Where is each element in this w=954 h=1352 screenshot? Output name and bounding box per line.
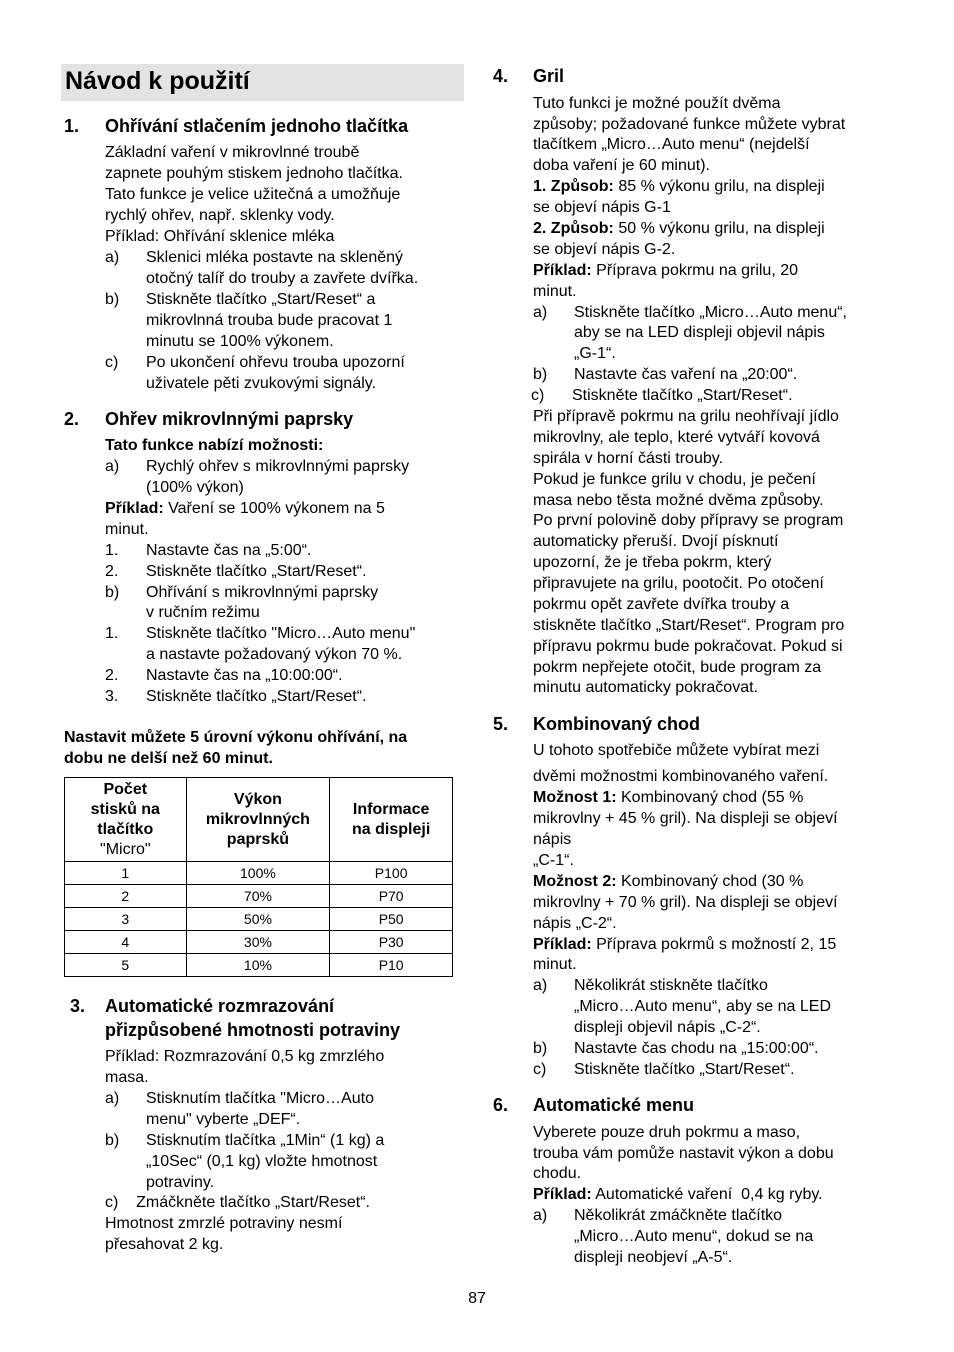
option-line (533, 872, 803, 892)
example-label: Příklad: (533, 936, 592, 953)
header-line: "Micro" (100, 840, 151, 858)
table-cell: 50% (186, 908, 330, 931)
list-item-line: Stiskněte tlačítko „Start/Reset“ a (146, 291, 376, 308)
paragraph-line: Tato funkce je velice užitečná a umožňuje (105, 186, 401, 203)
example-line (533, 1185, 823, 1205)
paragraph-line: mikrovlny + 45 % gril). Na displeji se objeví (533, 810, 838, 827)
paragraph-line: Příklad: Ohřívání sklenice mléka (105, 228, 335, 245)
list-item-line: displeji objevil nápis „C-2“. (574, 1019, 761, 1036)
section-3-number: 3. (70, 996, 86, 1016)
header-line: Informace (352, 800, 430, 818)
list-item-line: Nastavte čas vaření na „20:00“. (574, 366, 798, 383)
paragraph-line: tlačítkem „Micro…Auto menu“ (nejdelší (533, 136, 810, 153)
paragraph-line: minut. (533, 283, 577, 300)
paragraph-line: minut. (533, 956, 577, 973)
example-text: Příprava pokrmů s možností 2, 15 (591, 936, 837, 953)
list-item-line: minutu se 100% výkonem. (146, 333, 334, 350)
paragraph-line: Při přípravě pokrmu na grilu neohřívají jídlo (533, 408, 839, 425)
list-item-line: Stiskněte tlačítko „Start/Reset“. (146, 563, 367, 580)
header-line: stisků na (90, 800, 160, 818)
paragraph-line: rychlý ohřev, např. sklenky vody. (105, 207, 335, 224)
paragraph-line: spirála v horní části trouby. (533, 450, 724, 467)
list-marker: a) (105, 458, 120, 475)
option-label: 1. Způsob: (533, 178, 614, 195)
list-item-line: Stiskněte tlačítko „Start/Reset“. (146, 688, 367, 705)
paragraph-line: Po první polovině doby přípravy se program (533, 512, 844, 529)
list-item-line: Několikrát stiskněte tlačítko (574, 977, 768, 994)
paragraph-line: připravujete na grilu, pootočit. Po otočení (533, 575, 824, 592)
table-header-row (65, 778, 453, 862)
header-line: mikrovlnných (205, 810, 310, 828)
example-line (533, 935, 836, 955)
list-item-line: Stiskněte tlačítko „Start/Reset“. (572, 387, 793, 404)
example-text: Vaření se 100% výkonem na 5 (163, 500, 385, 517)
list-item-line: displeji neobjeví „A-5“. (574, 1249, 733, 1266)
list-item-line: a nastavte požadovaný výkon 70 %. (146, 646, 403, 663)
paragraph-line: pokrm nepřejete otočit, bude program za (533, 659, 822, 676)
paragraph-line: chodu. (533, 1165, 582, 1182)
list-item-line: „G-1“. (574, 345, 616, 362)
list-marker: b) (105, 291, 120, 308)
list-marker: a) (105, 249, 120, 266)
paragraph-line: přípravu pokrmu bude pokračovat. Pokud si (533, 638, 843, 655)
paragraph-line: mikrovlny + 70 % gril). Na displeji se objeví (533, 894, 838, 911)
table-row (65, 931, 453, 954)
paragraph-line: upozorní, že je třeba pokrm, který (533, 554, 772, 571)
header-line: Výkon (233, 790, 282, 808)
list-marker: c) (105, 354, 119, 371)
list-marker: b) (533, 366, 548, 383)
table-cell: P10 (330, 954, 453, 977)
paragraph-line: trouba vám pomůže nastavit výkon a dobu (533, 1145, 834, 1162)
table-cell: P30 (330, 931, 453, 954)
section-4-heading: Gril (533, 66, 565, 86)
option-text: 50 % výkonu grilu, na displeji (613, 220, 825, 237)
paragraph-line: minut. (105, 521, 149, 538)
table-cell: 100% (186, 862, 330, 885)
note-line: Nastavit můžete 5 úrovní výkonu ohřívání, na (64, 729, 408, 746)
paragraph-line: pokrmu opět zavřete dvířka trouby a (533, 596, 790, 613)
paragraph-line: masa nebo těsta možné dvěma způsoby. (533, 492, 824, 509)
paragraph-line: mikrovlny, ale teplo, které vytváří kovová (533, 429, 820, 446)
page-number: 87 (468, 1290, 486, 1307)
paragraph-line: zapnete pouhým stiskem jednoho tlačítka. (105, 165, 403, 182)
paragraph-line: „C-1“. (533, 852, 574, 869)
list-marker: c) (531, 387, 545, 404)
list-item-line: Stiskněte tlačítko „Start/Reset“. (574, 1061, 795, 1078)
example-label: Příklad: (533, 1186, 592, 1203)
section-1-heading: Ohřívání stlačením jednoho tlačítka (105, 116, 409, 136)
option-line (533, 788, 803, 808)
section-3-heading: přizpůsobené hmotnosti potraviny (105, 1020, 401, 1040)
list-marker: 2. (105, 667, 119, 684)
table-cell: 4 (65, 931, 187, 954)
list-marker: 2. (105, 563, 119, 580)
list-marker: 3. (105, 688, 119, 705)
list-item-line: Ohřívání s mikrovlnnými paprsky (146, 584, 379, 601)
option-text: 85 % výkonu grilu, na displeji (613, 178, 825, 195)
table-row (65, 885, 453, 908)
paragraph-line: nápis „C-2“. (533, 915, 617, 932)
list-marker: c) (533, 1061, 547, 1078)
list-item-line: (100% výkon) (146, 479, 244, 496)
list-item-line: Rychlý ohřev s mikrovlnnými paprsky (146, 458, 410, 475)
table-cell: 30% (186, 931, 330, 954)
list-marker: b) (105, 1132, 120, 1149)
section-4-number: 4. (493, 66, 509, 86)
option-text: Kombinovaný chod (55 % (616, 789, 804, 806)
table-header-display (330, 778, 453, 862)
example-label: Příklad: (533, 262, 592, 279)
paragraph-line: doba vaření je 60 minut). (533, 157, 710, 174)
list-item-line: „Micro…Auto menu“, aby se na LED (574, 998, 831, 1015)
list-item-line: Sklenici mléka postavte na skleněný (146, 249, 404, 266)
table-cell: 1 (65, 862, 187, 885)
list-marker: b) (533, 1040, 548, 1057)
header-line: Počet (103, 780, 148, 798)
paragraph-line: Základní vaření v mikrovlnné troubě (105, 144, 360, 161)
paragraph-line: způsoby; požadované funkce můžete vybrat (533, 116, 846, 133)
list-item-line: Stisknutím tlačítka „1Min“ (1 kg) a (146, 1132, 385, 1149)
option-label: Možnost 2: (533, 873, 617, 890)
list-item-line: otočný talíř do trouby a zavřete dvířka. (146, 270, 419, 287)
table-cell: P100 (330, 862, 453, 885)
section-6-heading: Automatické menu (533, 1095, 695, 1115)
page-title: Návod k použití (65, 67, 250, 95)
list-item-line: Stiskněte tlačítko „Micro…Auto menu“, (574, 304, 847, 321)
note-line: dobu ne delší než 60 minut. (64, 750, 273, 767)
paragraph-line: Pokud je funkce grilu v chodu, je pečení (533, 471, 816, 488)
list-marker: a) (105, 1090, 120, 1107)
example-label: Příklad: (105, 500, 164, 517)
paragraph-line: Příklad: Rozmrazování 0,5 kg zmrzlého (105, 1048, 385, 1065)
section-3-heading: Automatické rozmrazování (105, 996, 335, 1016)
table-cell: 2 (65, 885, 187, 908)
list-item-line: Stisknutím tlačítka "Micro…Auto (146, 1090, 374, 1107)
list-item-line: „10Sec“ (0,1 kg) vložte hmotnost (146, 1153, 378, 1170)
paragraph-line: se objeví nápis G-2. (533, 241, 676, 258)
power-level-table (64, 777, 453, 977)
section-2-number: 2. (64, 409, 80, 429)
list-item-line: Po ukončení ohřevu trouba upozorní (146, 354, 405, 371)
list-item-line: potraviny. (146, 1174, 215, 1191)
list-marker: a) (533, 1207, 548, 1224)
table-cell: 3 (65, 908, 187, 931)
table-header-presses (65, 778, 187, 862)
section-5-heading: Kombinovaný chod (533, 714, 701, 734)
list-marker: a) (533, 304, 548, 321)
option-label: Možnost 1: (533, 789, 617, 806)
section-1-number: 1. (64, 116, 80, 136)
table-cell: 70% (186, 885, 330, 908)
table-cell: 5 (65, 954, 187, 977)
list-marker: b) (105, 584, 120, 601)
paragraph-line: U tohoto spotřebiče můžete vybírat mezi (533, 742, 820, 759)
list-item-line: uživatele pěti zvukovými signály. (146, 375, 377, 392)
paragraph-line: Hmotnost zmrzlé potraviny nesmí (105, 1215, 343, 1232)
paragraph-line: přesahovat 2 kg. (105, 1236, 224, 1253)
paragraph-line: se objeví nápis G-1 (533, 199, 671, 216)
paragraph-line: masa. (105, 1069, 149, 1086)
example-line (533, 261, 798, 281)
example-text: Automatické vaření 0,4 kg ryby. (591, 1186, 823, 1203)
table-row (65, 862, 453, 885)
page-title-bar (61, 64, 464, 101)
header-line: na displeji (352, 820, 431, 838)
paragraph-line: nápis (533, 831, 572, 848)
paragraph-line: stiskněte tlačítko „Start/Reset“. Program pro (533, 617, 845, 634)
list-item-line: Několikrát zmáčkněte tlačítko (574, 1207, 783, 1224)
header-line: paprsků (226, 830, 290, 848)
list-marker: 1. (105, 542, 119, 559)
paragraph-line: minutu automaticky pokračovat. (533, 679, 758, 696)
list-item-line: mikrovlnná trouba bude pracovat 1 (146, 312, 393, 329)
section-5-number: 5. (493, 714, 509, 734)
list-marker: 1. (105, 625, 119, 642)
paragraph-line: Tuto funkci je možné použít dvěma (533, 95, 781, 112)
table-cell: P50 (330, 908, 453, 931)
paragraph-line: automaticky přeruší. Dvojí písknutí (533, 533, 779, 550)
paragraph-line: dvěmi možnostmi kombinovaného vaření. (533, 768, 829, 785)
example-text: Příprava pokrmu na grilu, 20 (591, 262, 799, 279)
section-2-heading: Ohřev mikrovlnnými paprsky (105, 409, 354, 429)
option-line (533, 177, 825, 197)
list-item-line: Nastavte čas chodu na „15:00:00“. (574, 1040, 819, 1057)
list-item-line: v ručním režimu (146, 604, 260, 621)
table-cell: 10% (186, 954, 330, 977)
option-text: Kombinovaný chod (30 % (616, 873, 804, 890)
example-line (105, 499, 385, 519)
list-item-line: c) Zmáčkněte tlačítko „Start/Reset“. (105, 1194, 370, 1211)
option-label: 2. Způsob: (533, 220, 614, 237)
table-header-power (186, 778, 330, 862)
list-item-line: menu" vyberte „DEF“. (146, 1111, 301, 1128)
section-6-number: 6. (493, 1095, 509, 1115)
table-row (65, 908, 453, 931)
list-item-line: Stiskněte tlačítko "Micro…Auto menu" (146, 625, 416, 642)
paragraph-line: Vyberete pouze druh pokrmu a maso, (533, 1124, 801, 1141)
list-item-line: „Micro…Auto menu“, dokud se na (574, 1228, 814, 1245)
list-marker: a) (533, 977, 548, 994)
list-item-line: aby se na LED displeji objevil nápis (574, 324, 825, 341)
table-cell: P70 (330, 885, 453, 908)
list-item-line: Nastavte čas na „5:00“. (146, 542, 312, 559)
option-line (533, 219, 825, 239)
table-row (65, 954, 453, 977)
list-item-line: Nastavte čas na „10:00:00“. (146, 667, 343, 684)
paragraph-line: Tato funkce nabízí možnosti: (105, 437, 324, 454)
header-line: tlačítko (97, 820, 154, 838)
